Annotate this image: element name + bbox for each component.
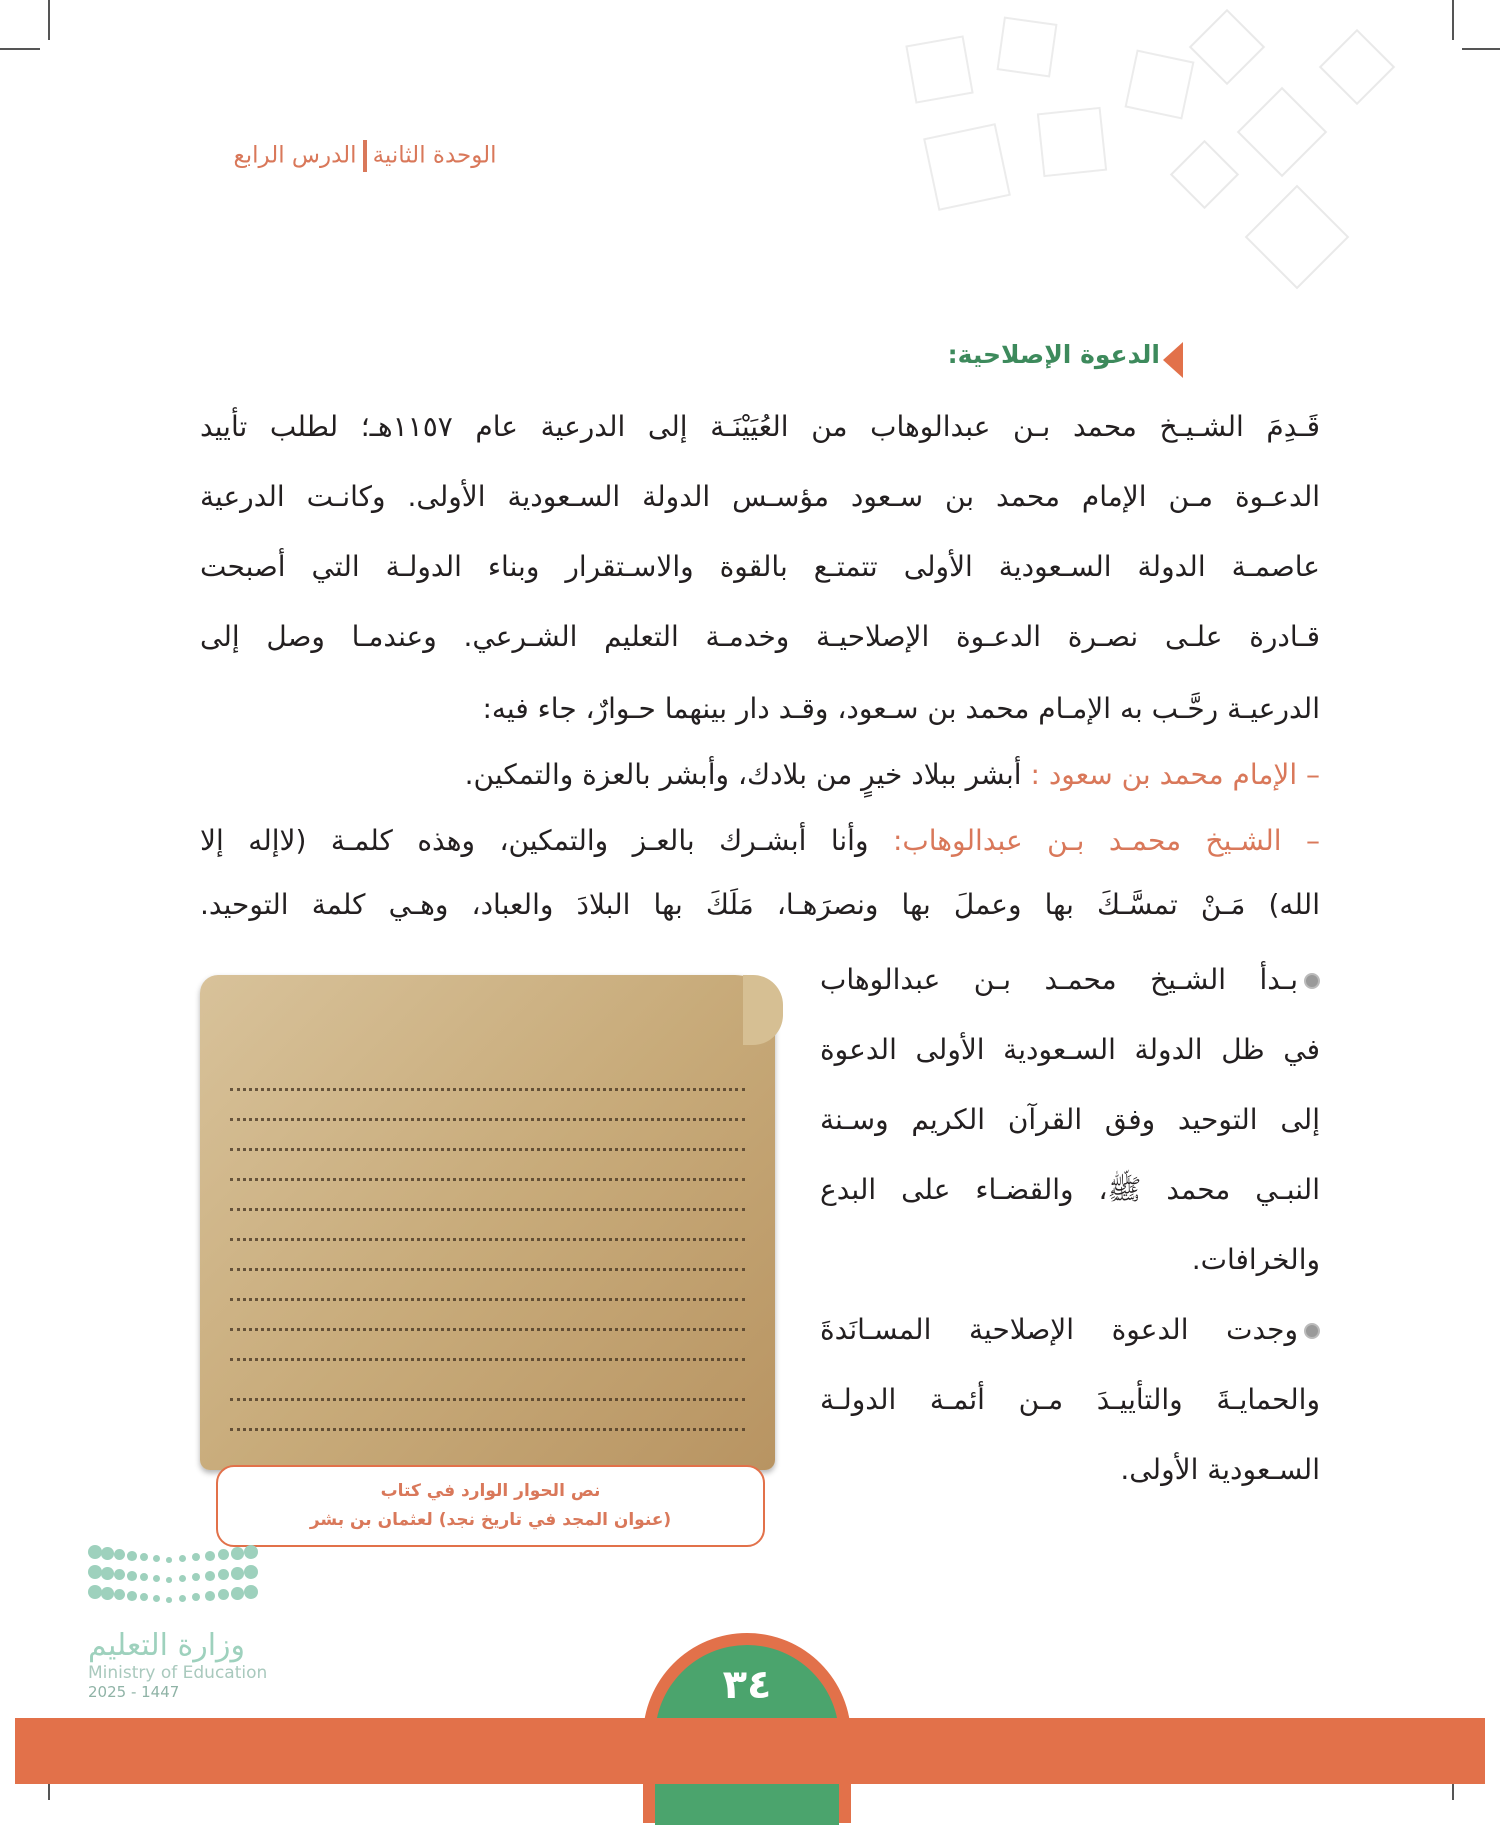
logo-english-text: Ministry of Education	[88, 1663, 268, 1683]
logo-dot	[166, 1577, 172, 1583]
body-line: الدعـوة مـن الإمام محمد بن سـعود مؤسـس الدولة السـعودية الأولى. وكانـت الدرعية	[200, 480, 1320, 513]
body-line: عاصمـة الدولة السـعودية الأولى تتمتـع بالقوة والاسـتقرار وبناء الدولـة التي أصبحت	[200, 550, 1320, 583]
logo-dot	[218, 1589, 229, 1600]
bullet-item	[820, 955, 1320, 1305]
logo-dot	[101, 1567, 114, 1580]
logo-dot	[218, 1569, 229, 1580]
logo-dot	[166, 1557, 172, 1563]
bullet-text: النبـي محمد ﷺ، والقضـاء على البدع	[820, 1173, 1320, 1206]
bullet-icon	[1304, 973, 1320, 989]
logo-dot	[244, 1565, 258, 1579]
ministry-logo	[88, 1545, 268, 1701]
logo-dot	[114, 1589, 125, 1600]
logo-dot	[153, 1575, 160, 1582]
logo-dot	[101, 1587, 114, 1600]
bullet-item	[820, 1305, 1320, 1515]
logo-dot	[192, 1593, 200, 1601]
heading-arrow-icon	[1163, 342, 1183, 378]
logo-dot	[244, 1545, 258, 1559]
body-line: قَـدِمَ الشـيـخ محمد بـن عبدالوهاب من العُيَيْنَـة إلى الدرعية عام ١١٥٧هـ؛ لطلب تأييد	[200, 410, 1320, 443]
page-number: ٣٤	[722, 1662, 772, 1708]
logo-dot	[153, 1595, 160, 1602]
dialogue-text: أبشر ببلاد خيرٍ من بلادك، وأبشر بالعزة والتمكين.	[464, 758, 1031, 791]
logo-year: 2025 - 1447	[88, 1683, 180, 1701]
bullet-text: السـعودية الأولى.	[1120, 1453, 1320, 1486]
logo-dot	[179, 1555, 186, 1562]
dialogue-speaker: – الشـيخ محمـد بـن عبدالوهاب:	[892, 824, 1320, 857]
logo-dot	[205, 1571, 215, 1581]
logo-dot	[114, 1569, 125, 1580]
running-header	[200, 140, 530, 172]
crop-mark	[0, 48, 40, 50]
dialogue-speaker: – الإمام محمد بن سعود :	[1030, 758, 1320, 791]
dialogue-line: الله) مَـنْ تمسَّـكَ بها وعملَ بها ونصرَهـا، مَلَكَ بها البلادَ والعباد، وهـي كلمة التوحيد.	[200, 888, 1320, 921]
logo-dot	[205, 1551, 215, 1561]
dialogue-line	[200, 758, 1320, 791]
dialogue-line	[200, 824, 1320, 857]
body-line: الدرعيـة رحَّـب به الإمـام محمد بن سـعود، وقـد دار بينهما حـوارٌ، جاء فيه:	[482, 692, 1320, 725]
lesson-label: الدرس الرابع	[233, 142, 357, 169]
header-divider	[363, 140, 367, 172]
body-line: قـادرة علـى نصـرة الدعـوة الإصلاحيـة وخدمـة التعليم الشـرعي. وعندمـا وصل إلى	[200, 620, 1320, 653]
crop-mark	[48, 0, 50, 40]
bullet-text: في ظل الدولة السـعودية الأولى الدعوة	[820, 1033, 1320, 1066]
logo-dot	[101, 1547, 114, 1560]
logo-dot	[244, 1585, 258, 1599]
logo-dot	[231, 1587, 244, 1600]
logo-dot	[166, 1597, 172, 1603]
dialogue-text: وأنا أبشـرك بالعـز والتمكين، وهذه كلمـة (لاإله إلا	[200, 824, 893, 857]
logo-dot	[88, 1545, 102, 1559]
logo-arabic-text: وزارة التعليم	[88, 1628, 246, 1663]
unit-label: الوحدة الثانية	[372, 142, 497, 169]
logo-dots-icon	[88, 1545, 268, 1620]
logo-dot	[179, 1575, 186, 1582]
figure-caption	[216, 1465, 765, 1547]
bullet-text: وجدت الدعوة الإصلاحية المسـانَدةَ	[820, 1313, 1298, 1346]
logo-dot	[127, 1551, 137, 1561]
logo-dot	[127, 1591, 137, 1601]
bullet-icon	[1304, 1323, 1320, 1339]
bullet-text: والخرافات.	[1191, 1243, 1320, 1276]
bullet-text: إلى التوحيد وفق القرآن الكريم وسـنة	[820, 1103, 1320, 1136]
logo-dot	[140, 1573, 148, 1581]
logo-dot	[179, 1595, 186, 1602]
footer-bar	[15, 1718, 1485, 1784]
section-heading: الدعوة الإصلاحية:	[947, 340, 1160, 369]
crop-mark	[1452, 0, 1454, 40]
bullet-text: والحمايـةَ والتأييـدَ مـن أئمـة الدولـة	[820, 1383, 1320, 1416]
logo-dot	[140, 1593, 148, 1601]
logo-dot	[205, 1591, 215, 1601]
logo-dot	[231, 1547, 244, 1560]
logo-dot	[153, 1555, 160, 1562]
logo-dot	[88, 1565, 102, 1579]
logo-dot	[88, 1585, 102, 1599]
logo-dot	[114, 1549, 125, 1560]
logo-dot	[231, 1567, 244, 1580]
logo-dot	[192, 1573, 200, 1581]
bullet-text: بـدأ الشـيخ محمـد بـن عبدالوهاب	[820, 963, 1298, 996]
crop-mark	[1462, 48, 1500, 50]
manuscript-image	[200, 975, 775, 1470]
logo-dot	[127, 1571, 137, 1581]
caption-line: نص الحوار الوارد في كتاب	[380, 1481, 601, 1501]
logo-dot	[218, 1549, 229, 1560]
logo-dot	[192, 1553, 200, 1561]
logo-dot	[140, 1553, 148, 1561]
caption-line: (عنوان المجد في تاريخ نجد) لعثمان بن بشر	[309, 1510, 672, 1530]
